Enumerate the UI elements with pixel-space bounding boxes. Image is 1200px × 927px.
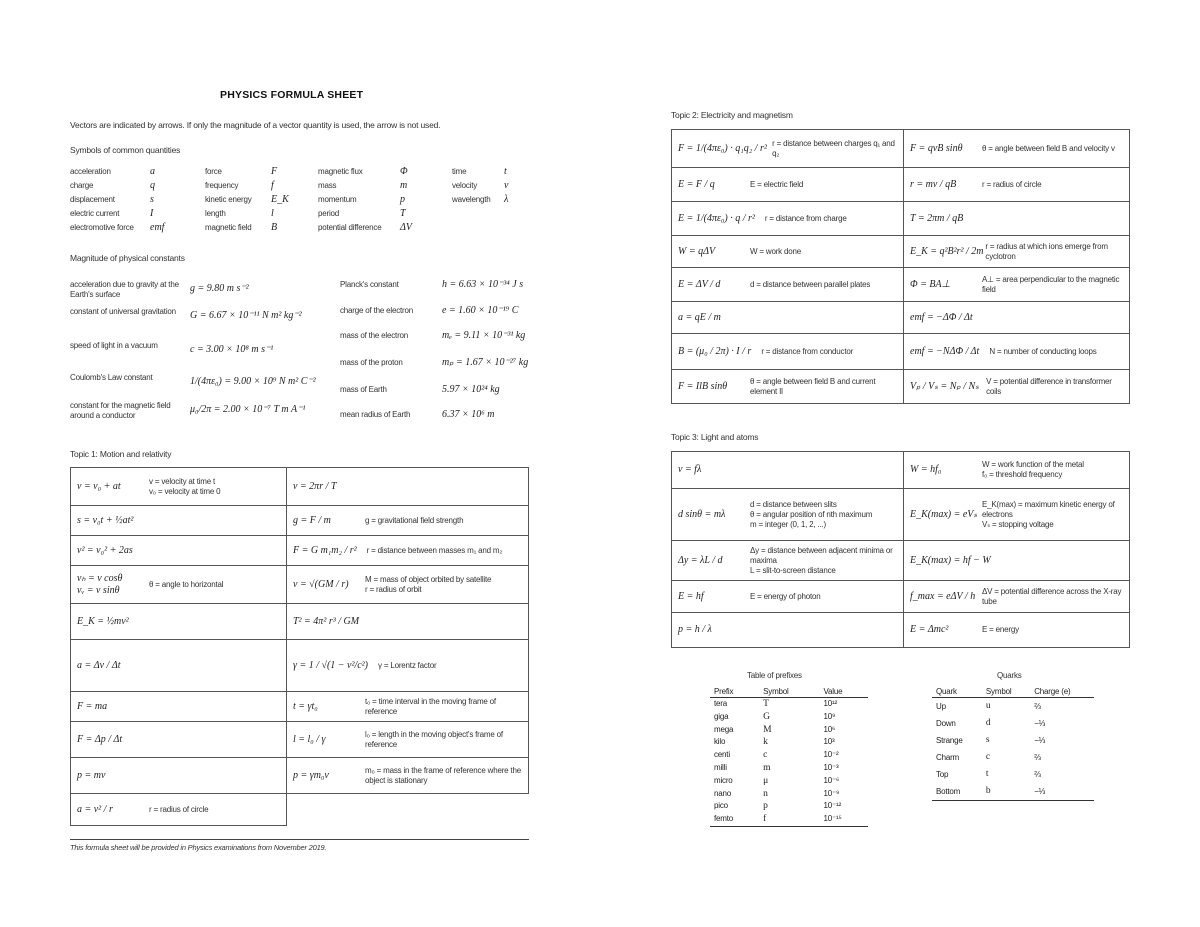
constant-value: h = 6.63 × 10⁻³⁴ J s bbox=[442, 279, 524, 290]
formula-row bbox=[672, 268, 1130, 302]
table-row bbox=[710, 724, 868, 737]
formula-row bbox=[71, 536, 529, 566]
formula: v = √(GM / r) bbox=[293, 578, 349, 590]
formula-description: W = work function of the metal f₀ = threshold frequency bbox=[982, 460, 1084, 479]
formula: E = ΔV / d bbox=[678, 278, 721, 290]
symbol-name: velocity bbox=[452, 181, 478, 190]
formula: Vₚ / Vₛ = Nₚ / Nₛ bbox=[910, 380, 979, 392]
formula: f_max = eΔV / h bbox=[910, 590, 976, 602]
table-cell: 10⁻⁹ bbox=[823, 788, 840, 798]
table-cell: p bbox=[763, 801, 768, 812]
formula-cell bbox=[287, 566, 529, 604]
footnote: This formula sheet will be provided in Physics examinations from November 2019. bbox=[70, 843, 327, 852]
table-cell: ⅔ bbox=[1034, 702, 1041, 711]
formula-cell bbox=[672, 581, 904, 613]
formula: t = γt₀ bbox=[293, 700, 318, 712]
formula-description: E = electric field bbox=[750, 179, 804, 189]
formula: r = mv / qB bbox=[910, 178, 957, 190]
formula-description: E_K(max) = maximum kinetic energy of electrons Vₛ = stopping voltage bbox=[982, 499, 1115, 529]
formula-cell bbox=[672, 613, 904, 648]
formula: T = 2πm / qB bbox=[910, 212, 964, 224]
formula-row bbox=[71, 604, 529, 640]
constant-value: 5.97 × 10²⁴ kg bbox=[442, 384, 500, 395]
formula-description: Δy = distance between adjacent minima or maxima L = slit-to-screen distance bbox=[750, 545, 893, 575]
column-header: Value bbox=[820, 686, 868, 698]
table-cell: d bbox=[985, 718, 991, 728]
table-cell: n bbox=[763, 788, 768, 799]
table-cell: 10⁻¹⁵ bbox=[823, 814, 842, 824]
formula-cell bbox=[904, 302, 1130, 334]
formula-row bbox=[672, 581, 1130, 613]
table-cell: pico bbox=[714, 801, 728, 811]
symbol-name: wavelength bbox=[452, 195, 491, 204]
formula-cell bbox=[672, 268, 904, 302]
constant-name: Planck's constant bbox=[340, 280, 399, 289]
table-cell: femto bbox=[714, 814, 734, 824]
formula-row bbox=[672, 452, 1130, 489]
formula-cell bbox=[672, 541, 904, 581]
symbol-name: time bbox=[452, 167, 467, 176]
table-cell: 10⁻³ bbox=[823, 762, 839, 772]
formula: B = (μ₀ / 2π) · I / r bbox=[678, 345, 752, 357]
formula-row bbox=[71, 794, 529, 826]
topic3-heading: Topic 3: Light and atoms bbox=[671, 432, 759, 442]
formula: E_K = ½mv² bbox=[77, 615, 129, 627]
column-header: Quark bbox=[932, 686, 982, 698]
symbol-name: momentum bbox=[318, 195, 357, 204]
symbol-glyph: s bbox=[150, 194, 154, 205]
formula-row bbox=[71, 692, 529, 722]
constant-value: mₚ = 1.67 × 10⁻²⁷ kg bbox=[442, 357, 529, 368]
table-cell: 10³ bbox=[823, 737, 835, 747]
table-cell: tera bbox=[714, 699, 727, 708]
constant-name: mass of Earth bbox=[340, 385, 387, 394]
formula-description: E = energy of photon bbox=[750, 591, 821, 601]
constant-name: constant of universal gravitation bbox=[70, 307, 176, 316]
formula-description: ΔV = potential difference across the X-ray tube bbox=[982, 586, 1122, 606]
table-row bbox=[710, 813, 868, 826]
formula-description: V = potential difference in transformer coils bbox=[986, 376, 1112, 396]
formula-cell bbox=[672, 130, 904, 168]
empty-cell bbox=[287, 794, 529, 826]
symbol-name: displacement bbox=[70, 195, 115, 204]
table-cell: micro bbox=[714, 775, 733, 785]
formula-cell bbox=[904, 130, 1130, 168]
table-cell: m bbox=[763, 762, 771, 773]
constant-name: mass of the proton bbox=[340, 358, 403, 367]
formula-row bbox=[672, 302, 1130, 334]
symbol-name: magnetic field bbox=[205, 223, 252, 232]
formula-cell bbox=[71, 566, 287, 604]
formula: Δy = λL / d bbox=[678, 554, 723, 566]
constant-name: speed of light in a vacuum bbox=[70, 341, 158, 350]
table-cell: Up bbox=[936, 702, 946, 711]
formula: F = ma bbox=[77, 700, 108, 712]
formula-cell bbox=[287, 722, 529, 758]
symbol-glyph: λ bbox=[504, 194, 509, 205]
symbol-name: mass bbox=[318, 181, 337, 190]
formula-cell bbox=[904, 581, 1130, 613]
formula-row bbox=[71, 640, 529, 692]
table-cell: μ bbox=[763, 775, 769, 786]
symbol-glyph: m bbox=[400, 180, 408, 191]
formula-row bbox=[71, 468, 529, 506]
quark-table bbox=[932, 686, 1094, 802]
symbol-glyph: t bbox=[504, 166, 507, 177]
formula-cell bbox=[672, 370, 904, 404]
symbol-glyph: a bbox=[150, 166, 155, 177]
symbol-name: electric current bbox=[70, 209, 120, 218]
table-cell: 10¹² bbox=[823, 699, 837, 708]
symbol-glyph: emf bbox=[150, 222, 165, 233]
formula: E_K = q²B²r² / 2m bbox=[910, 245, 984, 257]
formula: p = h / λ bbox=[678, 624, 712, 635]
formula-description: r = distance from charge bbox=[764, 213, 847, 223]
column-header: Symbol bbox=[759, 686, 819, 698]
formula-description: E = energy bbox=[982, 625, 1019, 634]
formula-cell bbox=[672, 489, 904, 541]
formula: E = hf bbox=[678, 590, 704, 602]
formula: vₕ = v cosθ vᵥ = v sinθ bbox=[77, 572, 123, 596]
table-row bbox=[710, 711, 868, 724]
formula-cell bbox=[71, 506, 287, 536]
formula: g = F / m bbox=[293, 514, 331, 526]
table-cell: −⅓ bbox=[1034, 787, 1046, 796]
formula-row bbox=[672, 168, 1130, 202]
symbol-glyph: q bbox=[150, 180, 155, 191]
table-cell: M bbox=[763, 724, 772, 735]
symbol-glyph: F bbox=[271, 166, 278, 177]
formula: l = l₀ / γ bbox=[293, 733, 326, 745]
formula-row bbox=[71, 506, 529, 536]
formula-description: l₀ = length in the moving object's frame of reference bbox=[365, 729, 503, 749]
formula-description: g = gravitational field strength bbox=[365, 515, 464, 525]
formula-cell bbox=[71, 468, 287, 506]
table-cell: −⅓ bbox=[1034, 719, 1046, 728]
table-row bbox=[932, 749, 1094, 766]
topic1-table bbox=[70, 467, 529, 826]
table-row bbox=[932, 715, 1094, 732]
symbol-name: frequency bbox=[205, 181, 239, 190]
table-cell: Top bbox=[936, 770, 949, 779]
table-cell: ⅔ bbox=[1034, 753, 1041, 762]
table-row bbox=[710, 736, 868, 749]
symbol-glyph: E_K bbox=[271, 194, 289, 205]
formula-cell bbox=[71, 640, 287, 692]
formula: a = Δv / Δt bbox=[77, 659, 121, 671]
topic2-heading: Topic 2: Electricity and magnetism bbox=[671, 110, 793, 120]
formula-cell bbox=[904, 541, 1130, 581]
formula-cell bbox=[71, 604, 287, 640]
formula-description: θ = angle to horizontal bbox=[149, 579, 224, 589]
formula-cell bbox=[672, 202, 904, 236]
formula-row bbox=[672, 202, 1130, 236]
formula-description: m₀ = mass in the frame of reference where the object is stationary bbox=[365, 765, 521, 785]
formula-description: d = distance between parallel plates bbox=[750, 279, 871, 289]
symbol-name: charge bbox=[70, 181, 94, 190]
formula: E = 1/(4πε₀) · q / r² bbox=[678, 212, 755, 224]
formula-description: A⊥ = area perpendicular to the magnetic field bbox=[982, 274, 1120, 294]
formula: W = hf₀ bbox=[910, 464, 942, 475]
table-cell: nano bbox=[714, 788, 731, 798]
formula: γ = 1 / √(1 − v²/c²) bbox=[293, 659, 369, 671]
constant-name: mass of the electron bbox=[340, 331, 409, 340]
symbols-heading: Symbols of common quantities bbox=[70, 145, 181, 155]
symbol-name: electromotive force bbox=[70, 223, 134, 232]
table-cell: 10⁻⁶ bbox=[823, 775, 840, 785]
constant-value: μ₀/2π = 2.00 × 10⁻⁷ T m A⁻¹ bbox=[190, 404, 306, 415]
table-cell: Charm bbox=[936, 753, 960, 762]
table-cell: −⅓ bbox=[1034, 736, 1046, 745]
constant-value: c = 3.00 × 10⁸ m s⁻¹ bbox=[190, 344, 274, 355]
formula: F = qvB sinθ bbox=[910, 142, 963, 154]
constant-value: 1/(4πε₀) = 9.00 × 10⁹ N m² C⁻² bbox=[190, 376, 316, 387]
constant-name: constant for the magnetic field around a conductor bbox=[70, 401, 171, 420]
symbol-glyph: p bbox=[400, 194, 405, 205]
formula: s = v₀t + ½at² bbox=[77, 514, 134, 526]
symbol-glyph: Φ bbox=[400, 166, 408, 177]
table-row bbox=[932, 698, 1094, 716]
formula-cell bbox=[287, 758, 529, 794]
topic2-table bbox=[671, 129, 1130, 404]
table-cell: Bottom bbox=[936, 787, 961, 796]
formula-row bbox=[672, 613, 1130, 648]
table-cell: 10⁹ bbox=[823, 711, 836, 721]
formula-cell bbox=[287, 640, 529, 692]
formula-description: r = distance between masses m₁ and m₂ bbox=[366, 545, 503, 555]
formula-cell bbox=[904, 268, 1130, 302]
formula-cell bbox=[287, 536, 529, 566]
formula-cell bbox=[904, 452, 1130, 489]
symbol-glyph: B bbox=[271, 222, 278, 233]
formula-cell bbox=[287, 506, 529, 536]
table-cell: mega bbox=[714, 724, 734, 734]
table-row bbox=[710, 749, 868, 762]
table-cell: centi bbox=[714, 750, 730, 760]
formula-row bbox=[71, 722, 529, 758]
table-cell: c bbox=[763, 750, 768, 761]
table-cell: f bbox=[763, 814, 767, 825]
formula-cell bbox=[904, 489, 1130, 541]
table-cell: 10⁶ bbox=[823, 724, 836, 734]
topic3-table bbox=[671, 451, 1130, 648]
formula-description: W = work done bbox=[750, 246, 801, 256]
symbol-name: potential difference bbox=[318, 223, 382, 232]
formula-cell bbox=[904, 334, 1130, 370]
formula: d sinθ = mλ bbox=[678, 508, 726, 520]
formula-row bbox=[672, 541, 1130, 581]
formula: emf = −NΔΦ / Δt bbox=[910, 345, 980, 357]
constant-value: e = 1.60 × 10⁻¹⁹ C bbox=[442, 305, 519, 316]
formula: F = G m₁m₂ / r² bbox=[293, 544, 357, 556]
symbol-name: acceleration bbox=[70, 167, 111, 176]
formula-cell bbox=[287, 468, 529, 506]
symbol-name: magnetic flux bbox=[318, 167, 363, 176]
formula: v = fλ bbox=[678, 464, 702, 475]
table-cell: Strange bbox=[936, 736, 963, 745]
symbol-glyph: T bbox=[400, 208, 406, 219]
formula-description: γ = Lorentz factor bbox=[378, 660, 437, 670]
divider bbox=[70, 839, 529, 840]
table-cell: u bbox=[985, 701, 991, 711]
symbol-glyph: f bbox=[271, 180, 274, 191]
table-cell: milli bbox=[714, 762, 727, 772]
formula: F = Δp / Δt bbox=[77, 733, 123, 745]
formula: a = v² / r bbox=[77, 803, 113, 815]
formula-description: θ = angle between field B and current element Il bbox=[750, 376, 876, 396]
formula: E_K(max) = eVₛ bbox=[910, 508, 978, 520]
symbol-name: length bbox=[205, 209, 226, 218]
table-row bbox=[932, 783, 1094, 801]
symbol-name: force bbox=[205, 167, 222, 176]
formula-row bbox=[672, 489, 1130, 541]
formula-description: r = radius at which ions emerge from cyclotron bbox=[985, 241, 1108, 261]
formula-row bbox=[672, 236, 1130, 268]
formula-description: r = radius of circle bbox=[149, 804, 209, 814]
formula-row bbox=[672, 370, 1130, 404]
formula: a = qE / m bbox=[678, 311, 721, 323]
table-cell: b bbox=[985, 786, 991, 796]
table-cell: G bbox=[763, 711, 771, 722]
formula-row bbox=[71, 566, 529, 604]
formula-description: d = distance between slits θ = angular position of nth maximum m = integer (0, 1, 2, ...) bbox=[750, 499, 873, 529]
constant-value: mₑ = 9.11 × 10⁻³¹ kg bbox=[442, 330, 526, 341]
table-cell: T bbox=[763, 699, 769, 709]
formula-cell bbox=[287, 604, 529, 640]
table-cell: kilo bbox=[714, 737, 726, 747]
table-cell: s bbox=[985, 735, 990, 745]
table-cell: t bbox=[985, 769, 989, 779]
symbol-glyph: ΔV bbox=[400, 222, 412, 233]
formula-cell bbox=[904, 613, 1130, 648]
formula: T² = 4π² r³ / GM bbox=[293, 615, 360, 627]
formula-cell bbox=[71, 692, 287, 722]
table-cell: c bbox=[985, 752, 991, 762]
table-bottom-rule bbox=[932, 801, 1094, 802]
table-cell: 10⁻² bbox=[823, 750, 839, 760]
table-bottom-rule bbox=[710, 826, 868, 827]
formula: v² = v₀² + 2as bbox=[77, 544, 133, 556]
formula-cell bbox=[71, 794, 287, 826]
constant-name: acceleration due to gravity at the Earth's surface bbox=[70, 280, 179, 299]
formula: v = 2πr / T bbox=[293, 480, 337, 492]
formula-description: t₀ = time interval in the moving frame of reference bbox=[365, 696, 496, 716]
formula-row bbox=[71, 758, 529, 794]
symbol-name: kinetic energy bbox=[205, 195, 252, 204]
topic1-heading: Topic 1: Motion and relativity bbox=[70, 449, 172, 459]
formula: F = IlB sinθ bbox=[678, 380, 728, 392]
symbol-glyph: v bbox=[504, 180, 509, 191]
formula-description: r = distance from conductor bbox=[761, 346, 854, 356]
formula: E_K(max) = hf − W bbox=[910, 554, 991, 566]
formula-description: v = velocity at time t v₀ = velocity at time 0 bbox=[149, 476, 221, 496]
formula-cell bbox=[71, 722, 287, 758]
formula-cell bbox=[672, 452, 904, 489]
formula-description: M = mass of object orbited by satellite r = radius of orbit bbox=[365, 574, 492, 594]
formula-description: θ = angle between field B and velocity v bbox=[982, 143, 1115, 153]
symbol-glyph: l bbox=[271, 208, 274, 219]
table-cell: 10⁻¹² bbox=[823, 801, 841, 811]
formula-cell bbox=[904, 202, 1130, 236]
formula: W = qΔV bbox=[678, 245, 716, 257]
table-row bbox=[932, 732, 1094, 749]
formula: E = Δmc² bbox=[910, 624, 949, 635]
constant-name: charge of the electron bbox=[340, 306, 413, 315]
formula-cell bbox=[287, 692, 529, 722]
constant-value: G = 6.67 × 10⁻¹¹ N m² kg⁻² bbox=[190, 310, 302, 321]
formula-description: r = distance between charges q₁ and q₂ bbox=[772, 138, 895, 158]
table-row bbox=[710, 775, 868, 788]
column-header: Charge (e) bbox=[1030, 686, 1094, 698]
intro-text: Vectors are indicated by arrows. If only the magnitude of a vector quantity is used, the arrow is not used. bbox=[70, 120, 441, 130]
formula-cell bbox=[672, 168, 904, 202]
formula-cell bbox=[71, 536, 287, 566]
constant-name: Coulomb's Law constant bbox=[70, 373, 153, 382]
table-cell: giga bbox=[714, 711, 729, 721]
formula-description: N = number of conducting loops bbox=[989, 346, 1097, 356]
formula: Φ = BA⊥ bbox=[910, 278, 951, 290]
formula: p = mv bbox=[77, 769, 106, 781]
formula-row bbox=[672, 130, 1130, 168]
formula-cell bbox=[672, 334, 904, 370]
constant-value: 6.37 × 10⁶ m bbox=[442, 409, 495, 420]
formula: v = v₀ + at bbox=[77, 480, 121, 492]
symbol-glyph: I bbox=[150, 208, 154, 219]
symbol-name: period bbox=[318, 209, 340, 218]
table-cell: Down bbox=[936, 719, 956, 728]
table-row bbox=[710, 800, 868, 813]
table-row bbox=[710, 762, 868, 775]
formula: E = F / q bbox=[678, 178, 715, 190]
formula-cell bbox=[672, 236, 904, 268]
page-title: PHYSICS FORMULA SHEET bbox=[220, 89, 364, 101]
formula-cell bbox=[672, 302, 904, 334]
formula-cell bbox=[904, 236, 1130, 268]
column-header: Symbol bbox=[982, 686, 1030, 698]
formula: p = γm₀v bbox=[293, 769, 329, 781]
formula: F = 1/(4πε₀) · q₁q₂ / r² bbox=[678, 142, 767, 154]
constant-value: g = 9.80 m s⁻² bbox=[190, 283, 249, 294]
constants-heading: Magnitude of physical constants bbox=[70, 253, 185, 263]
formula: emf = −ΔΦ / Δt bbox=[910, 311, 973, 323]
prefixes-caption: Table of prefixes bbox=[747, 671, 802, 680]
table-row bbox=[710, 788, 868, 801]
table-cell: k bbox=[763, 737, 768, 748]
table-row bbox=[710, 698, 868, 711]
table-cell: ⅔ bbox=[1034, 770, 1041, 779]
formula-cell bbox=[904, 370, 1130, 404]
prefix-table bbox=[710, 686, 868, 827]
formula-description: r = radius of circle bbox=[982, 179, 1042, 189]
formula-cell bbox=[904, 168, 1130, 202]
formula-cell bbox=[71, 758, 287, 794]
column-header: Prefix bbox=[710, 686, 759, 698]
quarks-caption: Quarks bbox=[997, 671, 1022, 680]
formula-row bbox=[672, 334, 1130, 370]
table-row bbox=[932, 766, 1094, 783]
constant-name: mean radius of Earth bbox=[340, 410, 411, 419]
